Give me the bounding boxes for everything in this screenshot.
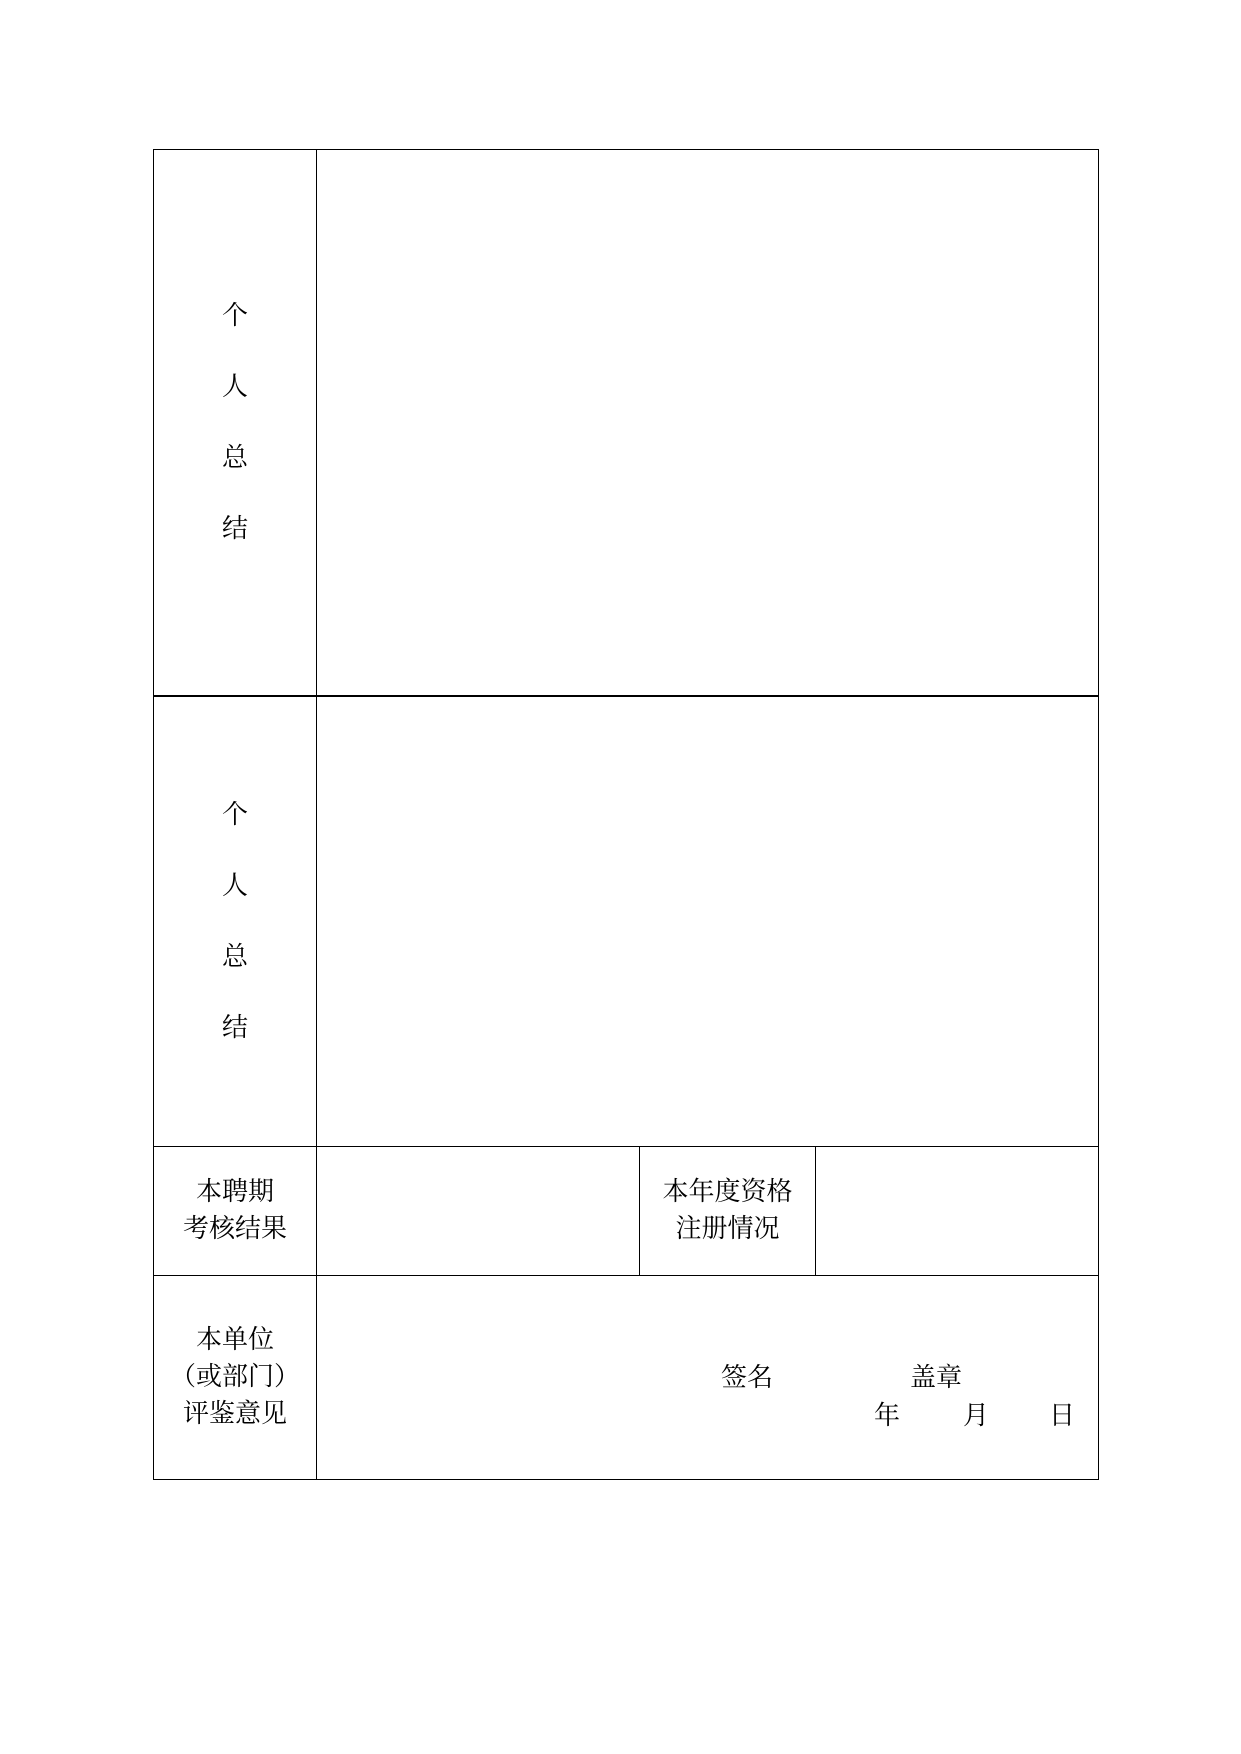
personal-summary-label-1 <box>153 281 317 565</box>
label-line: 注册情况 <box>675 1214 780 1244</box>
label-char: 人 <box>221 372 248 402</box>
personal-summary-label-2 <box>153 780 317 1064</box>
registration-status-label <box>640 1174 815 1248</box>
label-char: 人 <box>221 871 248 901</box>
label-line: 本聘期 <box>195 1177 274 1207</box>
evaluation-label <box>153 1322 317 1433</box>
personal-summary-field-1[interactable] <box>317 150 1098 695</box>
registration-status-field[interactable] <box>816 1147 1098 1275</box>
label-line: 本年度资格 <box>662 1177 793 1207</box>
assessment-result-label <box>153 1174 317 1248</box>
label-char: 个 <box>221 301 248 331</box>
label-char: 结 <box>221 514 248 544</box>
table-border-bottom <box>153 1479 1099 1480</box>
label-char: 个 <box>221 800 248 830</box>
table-border-right <box>1098 149 1099 1480</box>
label-line: 考核结果 <box>182 1214 287 1244</box>
year-label: 年 <box>874 1401 901 1431</box>
personal-summary-field-2[interactable] <box>317 697 1098 1146</box>
label-char: 总 <box>221 443 248 473</box>
day-label: 日 <box>1049 1401 1076 1431</box>
label-char: 结 <box>221 1013 248 1043</box>
label-line: 本单位 <box>195 1325 274 1355</box>
label-char: 总 <box>221 942 248 972</box>
label-line: 评鉴意见 <box>182 1399 287 1429</box>
evaluation-field[interactable] <box>317 1276 1098 1479</box>
signature-label: 签名 <box>721 1363 774 1393</box>
month-label: 月 <box>963 1401 990 1431</box>
label-line: （或部门） <box>169 1362 300 1392</box>
assessment-result-field[interactable] <box>317 1147 639 1275</box>
seal-label: 盖章 <box>910 1363 963 1393</box>
